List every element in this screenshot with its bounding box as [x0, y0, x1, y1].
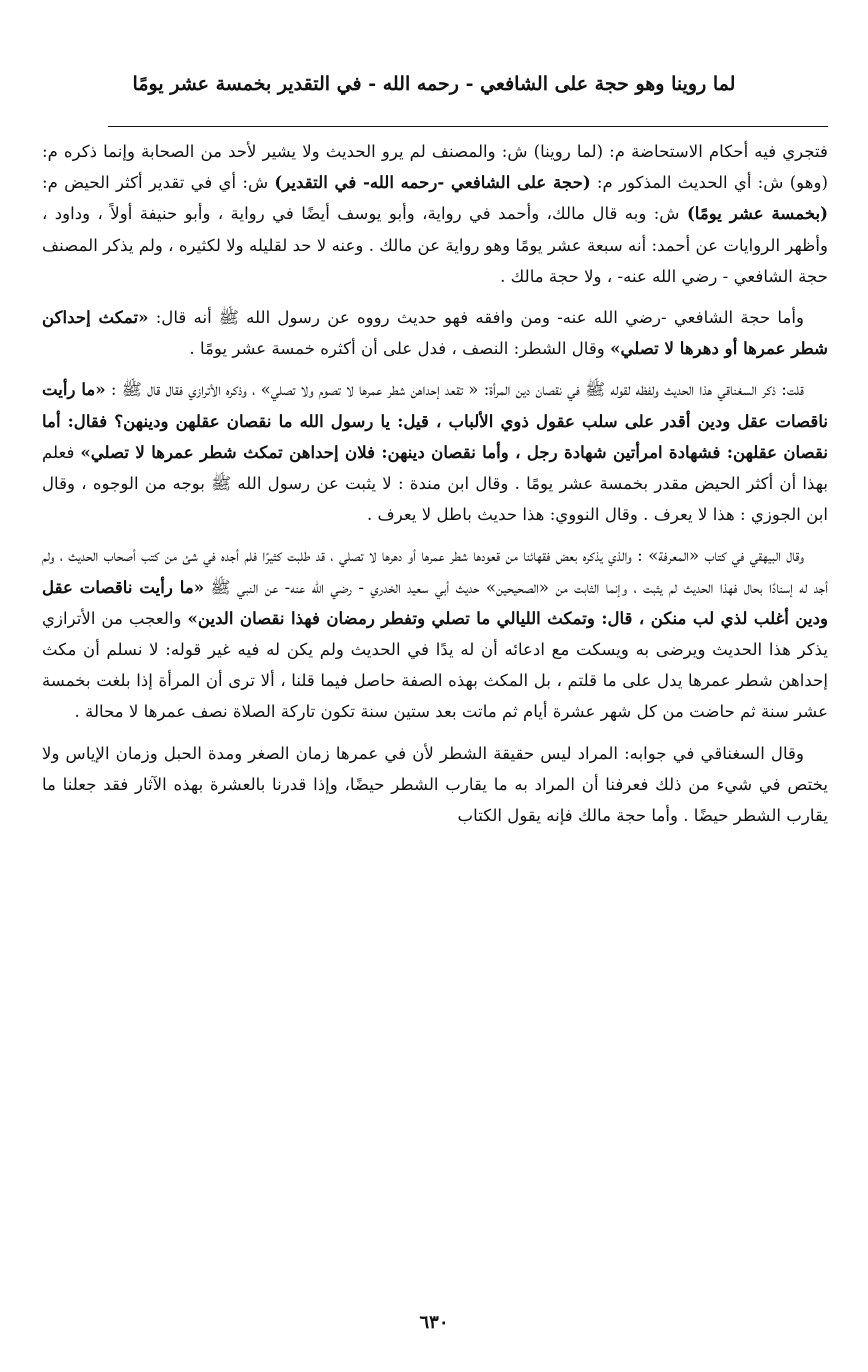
- text-run: وقال البيهقي في كتاب «المعرفة» : والذي يذكره بعض فقهائنا من قعودها شطر عمرها أو دهرها لا تصلي ، قد طلبت كثيرًا فلم أجده في شئ من كتب أصحاب الحديث ، ولم أجد له إسنادًا بحال فهذا الحديث لم يثبت ، وإنما الثابت من «الصحيحين» حديث أبي سعيد الخدري - رضي الله عنه- عن النبي ﷺ: [42, 546, 828, 597]
- text-run: ش: أي في تقدير أكثر الحيض م:: [42, 173, 275, 193]
- bold-quote: (بخمسة عشر يومًا): [686, 203, 829, 224]
- bold-quote: (حجة على الشافعي -رحمه الله- في التقدير): [274, 172, 591, 193]
- text-run: وأما حجة الشافعي -رضي الله عنه- ومن وافقه فهو حديث رووه عن رسول الله ﷺ أنه قال:: [148, 308, 804, 328]
- paragraph-1: [42, 136, 828, 292]
- running-header: لما روينا وهو حجة على الشافعي - رحمه الله - في التقدير بخمسة عشر يومًا: [132, 73, 736, 95]
- text-run: ش: وبه قال مالك، وأحمد في رواية، وأبو يوسف أيضًا في رواية ، وأبو حنيفة أولاً ، وداود ، وأظهر الروايات عن أحمد: أنه سبعة عشر يومًا وهو رواية عن مالك . وعنه لا حد لقليله ولا لكثيره ، ولم يذكر المصنف حجة الشافعي - رضي الله عنه- ، ولا حجة مالك .: [42, 204, 828, 286]
- bold-quote: «ما رأيت ناقصات عقل ودين أغلب لذي لب منكن ، قال: وتمكث الليالي ما تصلي وتفطر رمضان فهذا نقصان الدين»: [42, 576, 828, 628]
- page-number: ٦٣٠: [419, 1312, 449, 1333]
- bold-quote: «تمكث إحداكن شطر عمرها أو دهرها لا تصلي»: [42, 307, 828, 359]
- text-run: وقال السغناقي في جوابه: المراد ليس حقيقة الشطر لأن في عمرها زمان الصغر ومدة الحبل وزمان الإياس ولا يختص في شيء من ذلك فعرفنا أن المراد به ما يقارب الشطر حيضًا، وإذا قدرنا بالعشرة بهذه الآثار فقد جعلنا ما يقارب الشطر حيضًا . وأما حجة مالك فإنه يقول الكتاب: [42, 743, 828, 826]
- page-body: [42, 136, 828, 831]
- bold-quote: «ما رأيت ناقصات عقل ودين أقدر على سلب عقول ذوي الألباب ، قيل: يا رسول الله ما نقصان عقلهن ودينهن؟ فقال: أما نقصان عقلهن: فشهادة امرأتين شهادة رجل ، وأما نقصان دينهن: فلان إحداهن تمكث شطر عمرها لا تصلي»: [42, 379, 829, 462]
- paragraph-4: [42, 540, 828, 727]
- paragraph-5: [42, 738, 828, 832]
- text-run: قلت: ذكر السغناقي هذا الحديث ولفظه لقوله ﷺ في نقصان دين المرأة: « تقعد إحداهن شطر عمرها لا تصوم ولا تصلي» ، وذكره الأترازي فقال قال ﷺ :: [105, 380, 804, 400]
- paragraph-3: [42, 374, 828, 530]
- paragraph-2: [42, 302, 828, 364]
- text-run: وقال الشطر: النصف ، فدل على أن أكثره خمسة عشر يومًا .: [189, 339, 611, 359]
- text-run: والعجب من الأترازي يذكر هذا الحديث ويرضى به ويسكت مع ادعائه أن له يدًا في الحديث ولم يكن له فيه غير قوله: لا نسلم أن مكث إحداهن شطر عمرها يدل على ما قلتم ، بل المكث بهذه الصفة حاصل فيما قلنا ، ألا ترى أن المرأة إذا بلغت بخمسة عشر سنة ثم حاضت من كل شهر عشرة أيام ثم ماتت بعد ستين سنة تكون تاركة الصلاة نصف عمرها لا محالة .: [42, 608, 828, 722]
- text-run: فتجري فيه أحكام الاستحاضة م: (لما روينا) ش: والمصنف لم يرو الحديث ولا يشير لأحد من الصحابة وإنما ذكره م: (وهو) ش: أي الحديث المذكور م:: [42, 142, 828, 193]
- text-run: فعلم بهذا أن أكثر الحيض مقدر بخمسة عشر يومًا . وقال ابن مندة : لا يثبت عن رسول الله ﷺ بوجه من الوجوه ، وقال ابن الجوزي : هذا لا يعرف . وقال النووي: هذا حديث باطل لا يعرف .: [42, 442, 829, 525]
- header-rule: [108, 126, 828, 127]
